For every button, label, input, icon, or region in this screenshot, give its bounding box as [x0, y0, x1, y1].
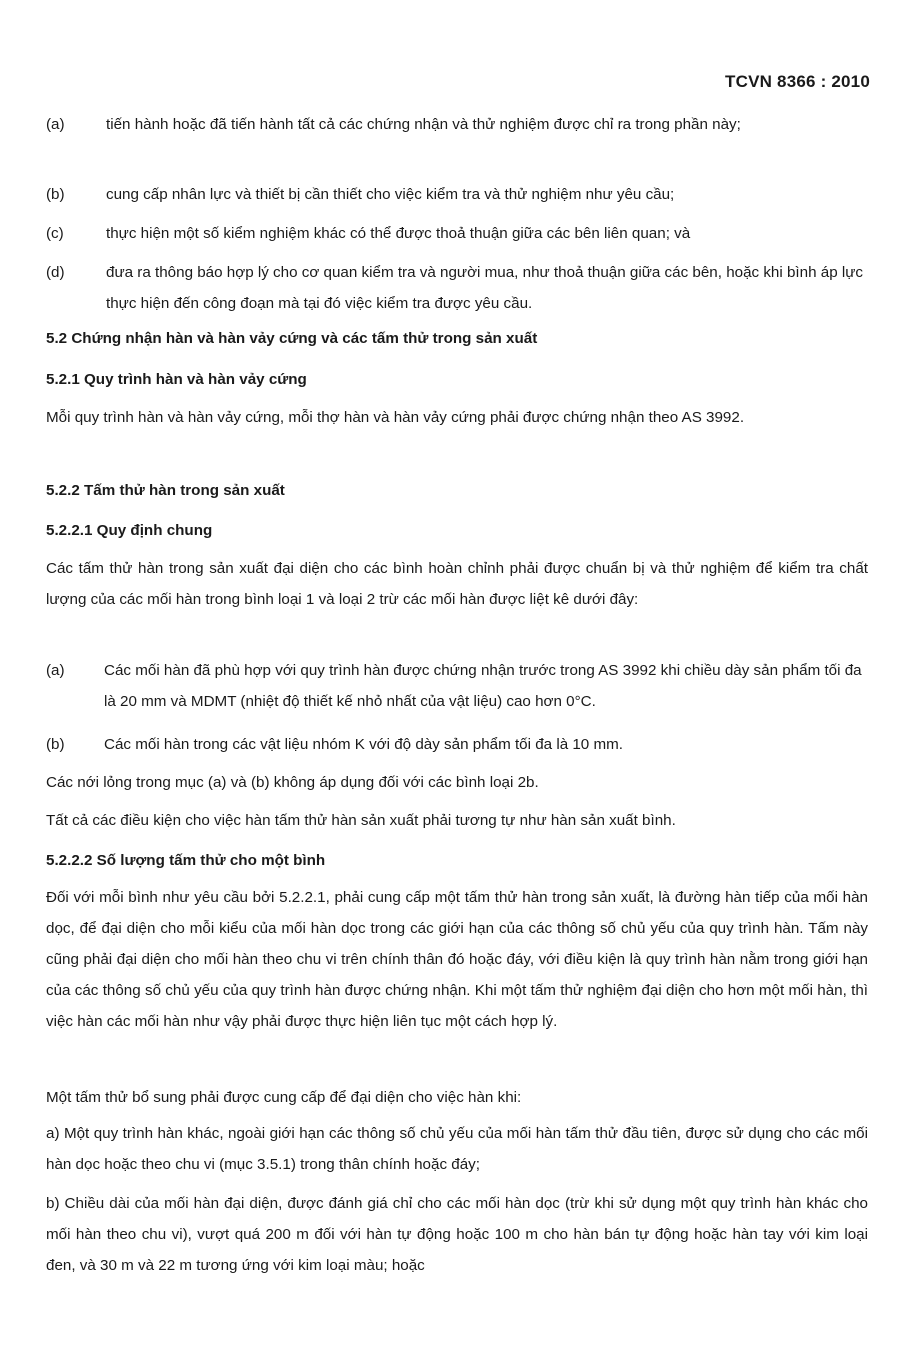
list-text: Các mối hàn đã phù hợp với quy trình hàn được chứng nhận trước trong AS 3992 khi chiều dày sản phẩm tối đa là 20 mm và MDMT (nhiệt độ thiết kế nhỏ nhất của vật liệu) cao hơn 0°C. [104, 662, 862, 710]
paragraph: Mỗi quy trình hàn và hàn vảy cứng, mỗi thợ hàn và hàn vảy cứng phải được chứng nhận theo AS 3992. [46, 409, 745, 426]
list-label: (a) [46, 116, 65, 133]
section-heading: 5.2 Chứng nhận hàn và hàn vảy cứng và các tấm thử trong sản xuất [46, 330, 538, 347]
list-item [46, 218, 872, 249]
list-text: đưa ra thông báo hợp lý cho cơ quan kiểm tra và người mua, như thoả thuận giữa các bên, hoặc khi bình áp lực thực hiện đến công đoạn mà tại đó việc kiểm tra được yêu cầu. [106, 264, 864, 312]
paragraph: a) Một quy trình hàn khác, ngoài giới hạn các thông số chủ yếu của mối hàn tấm thử đầu tiên, được sử dụng cho các mối hàn dọc hoặc theo chu vi (mục 3.5.1) trong thân chính hoặc đáy; [46, 1125, 868, 1173]
section-heading: 5.2.2.2 Số lượng tấm thử cho một bình [46, 852, 326, 869]
paragraph: Các nới lỏng trong mục (a) và (b) không áp dụng đối với các bình loại 2b. [46, 774, 539, 791]
paragraph: b) Chiều dài của mối hàn đại diện, được đánh giá chỉ cho các mối hàn dọc (trừ khi sử dụng một quy trình hàn khác cho mối hàn theo chu vi), vượt quá 200 m đối với hàn tự động hoặc 100 m cho hàn bán tự động hoặc hàn tay với kim loại đen, và 30 m và 22 m tương ứng với kim loại màu; hoặc [46, 1195, 868, 1274]
list-item [46, 729, 872, 760]
list-item [46, 109, 872, 140]
paragraph: Tất cả các điều kiện cho việc hàn tấm thử hàn sản xuất phải tương tự như hàn sản xuất bình. [46, 812, 676, 829]
list-text: thực hiện một số kiểm nghiệm khác có thể được thoả thuận giữa các bên liên quan; và [106, 225, 691, 242]
section-heading: 5.2.2 Tấm thử hàn trong sản xuất [46, 482, 285, 499]
list-label: (b) [46, 736, 65, 753]
paragraph: Đối với mỗi bình như yêu cầu bởi 5.2.2.1, phải cung cấp một tấm thử hàn trong sản xuất, là đường hàn tiếp của mối hàn dọc, để đại diện cho mỗi kiểu của mối hàn dọc trong các giới hạn của các thông số chủ yếu của quy trình hàn. Tấm này cũng phải đại diện cho mối hàn theo chu vi trên chính thân đó hoặc đáy, với điều kiện là quy trình hàn nằm trong giới hạn của các thông số chủ yếu của quy trình hàn được chứng nhận. Khi một tấm thử nghiệm đại diện cho hơn một mối hàn, thì việc hàn các mối hàn như vậy phải được thực hiện liên tục một cách hợp lý. [46, 889, 868, 1030]
paragraph: Các tấm thử hàn trong sản xuất đại diện cho các bình hoàn chỉnh phải được chuẩn bị và thử nghiệm để kiểm tra chất lượng của các mối hàn trong bình loại 1 và loại 2 trừ các mối hàn được liệt kê dưới đây: [46, 560, 868, 608]
section-heading: 5.2.1 Quy trình hàn và hàn vảy cứng [46, 371, 307, 388]
list-text: tiến hành hoặc đã tiến hành tất cả các chứng nhận và thử nghiệm được chỉ ra trong phần này; [106, 116, 741, 133]
paragraph: Một tấm thử bổ sung phải được cung cấp để đại diện cho việc hàn khi: [46, 1089, 522, 1106]
list-text: cung cấp nhân lực và thiết bị cần thiết cho việc kiểm tra và thử nghiệm như yêu cầu; [106, 186, 675, 203]
list-text: Các mối hàn trong các vật liệu nhóm K với độ dày sản phẩm tối đa là 10 mm. [104, 736, 624, 753]
list-item [46, 179, 872, 210]
standard-header: TCVN 8366 : 2010 [725, 72, 870, 91]
list-item [46, 257, 872, 319]
section-heading: 5.2.2.1 Quy định chung [46, 522, 213, 539]
list-label: (c) [46, 225, 64, 242]
list-label: (d) [46, 264, 65, 281]
list-label: (b) [46, 186, 65, 203]
list-item [46, 655, 872, 717]
list-label: (a) [46, 662, 65, 679]
